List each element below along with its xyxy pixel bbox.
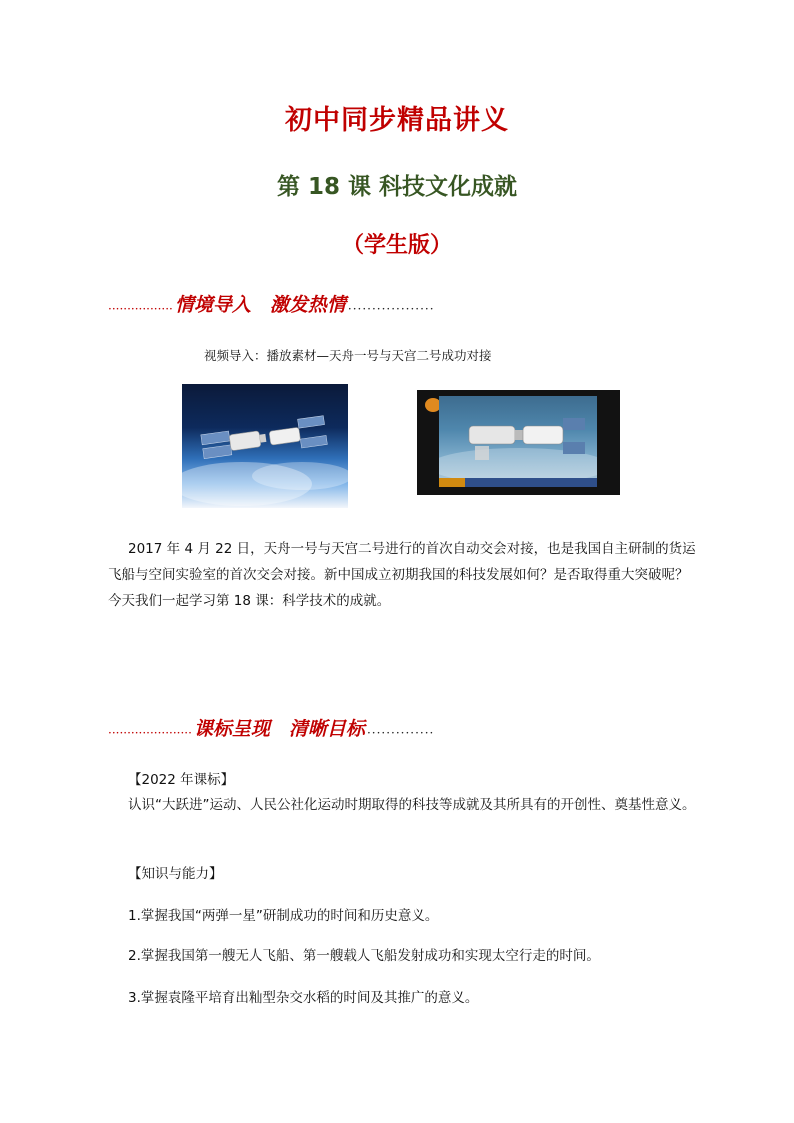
standards-text: 认识“大跃进”运动、人民公社化运动时期取得的科技等成就及其所具有的开创性、奠基性意义。 xyxy=(128,797,696,813)
docked-spacecraft-illustration xyxy=(439,396,597,480)
knowledge-label: 【知识与能力】 xyxy=(128,866,223,882)
spacecraft-illustration xyxy=(182,384,348,508)
news-ticker-time-box xyxy=(439,478,465,487)
spacecraft-docking-image xyxy=(182,384,348,508)
broadcast-screen xyxy=(439,396,597,480)
dots-right: ·············· xyxy=(366,726,435,740)
knowledge-item-2: 2.掌握我国第一艘无人飞船、第一艘载人飞船发射成功和实现太空行走的时间。 xyxy=(128,948,600,964)
section-heading-standards xyxy=(108,714,434,740)
knowledge-item-1: 1.掌握我国“两弹一星”研制成功的时间和历史意义。 xyxy=(128,908,439,924)
video-caption: 视频导入：播放素材—天舟一号与天宫二号成功对接 xyxy=(204,348,492,363)
version-label: （学生版） xyxy=(341,233,452,258)
section-heading-text: 课标呈现 清晰目标 xyxy=(193,718,365,740)
dots-right: ·················· xyxy=(347,302,435,316)
intro-paragraph: 2017 年 4 月 22 日，天舟一号与天宫二号进行的首次自动交会对接，也是我国自主研制的货运飞船与空间实验室的首次交会对接。新中国成立初期我国的科技发展如何？是否取得重大突破呢？今天我们一起学习第 18 课：科学技术的成就。 xyxy=(108,541,696,609)
document-title: 初中同步精品讲义 xyxy=(285,105,509,136)
lesson-title: 第 18 课 科技文化成就 xyxy=(276,174,518,200)
knowledge-item-3: 3.掌握袁隆平培育出籼型杂交水稻的时间及其推广的意义。 xyxy=(128,990,479,1006)
section-heading-intro xyxy=(108,290,435,316)
dots-left: ················· xyxy=(108,302,173,316)
standards-label: 【2022 年课标】 xyxy=(128,772,235,788)
news-broadcast-image xyxy=(417,390,620,495)
dots-left: ······················ xyxy=(108,726,192,740)
section-heading-text: 情境导入 激发热情 xyxy=(174,294,346,316)
